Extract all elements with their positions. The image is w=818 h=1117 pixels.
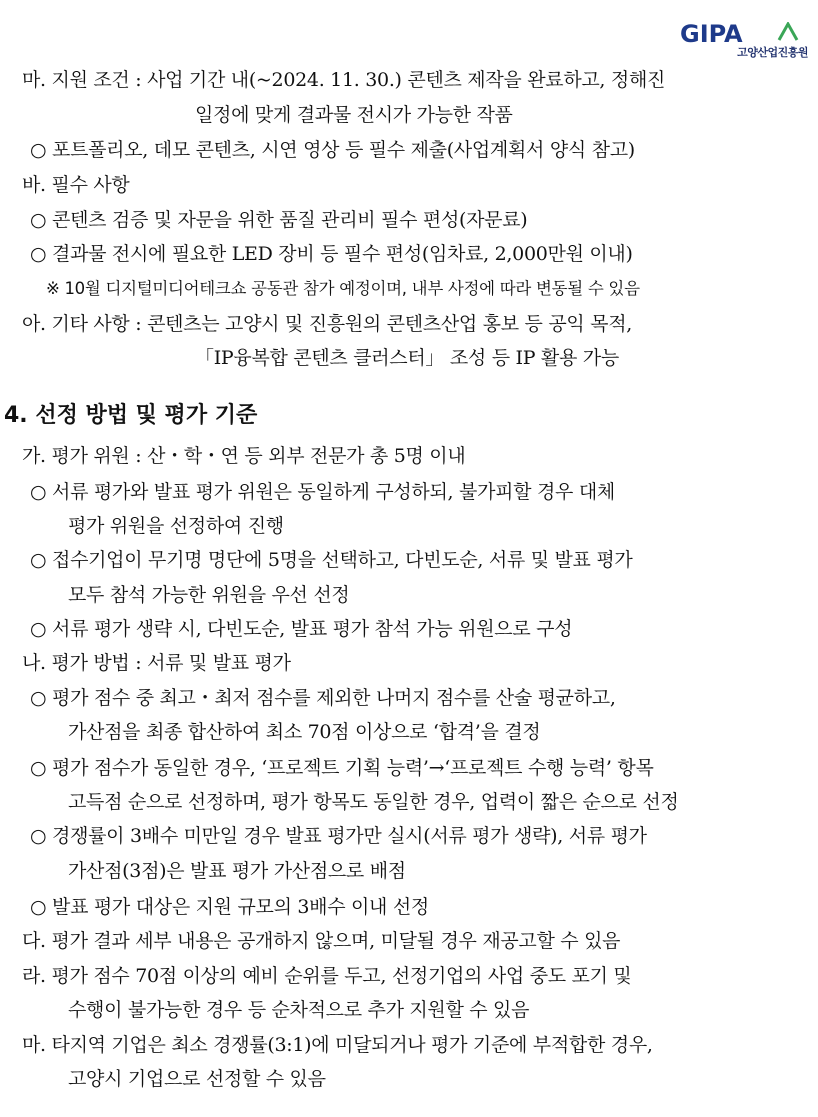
ga-bullet2-line1: ○ 접수기업이 무기명 명단에 5명을 선택하고, 다빈도순, 서류 및 발표 평가 <box>30 549 633 571</box>
ma-condition-line1: 마. 지원 조건 : 사업 기간 내(~2024. 11. 30.) 콘텐츠 제작을 완료하고, 정해진 <box>22 69 666 91</box>
a-other-line2: 「IP융복합 콘텐츠 클러스터」 조성 등 IP 활용 가능 <box>195 347 619 369</box>
ra-line2: 수행이 불가능한 경우 등 순차적으로 추가 지원할 수 있음 <box>68 999 530 1021</box>
ba-required-note: ※ 10월 디지털미디어테크쇼 공동관 참가 예정이며, 내부 사정에 따라 변동될 수 있음 <box>46 279 640 298</box>
ma-other-region-line1: 마. 타지역 기업은 최소 경쟁률(3:1)에 미달되거나 평가 기준에 부적합한 경우, <box>22 1034 653 1056</box>
ga-bullet3: ○ 서류 평가 생략 시, 다빈도순, 발표 평가 참석 가능 위원으로 구성 <box>30 618 573 640</box>
logo-org-name: 고양산업진흥원 <box>737 46 808 59</box>
logo-mark-text: GIPA <box>680 22 743 46</box>
a-other-line1: 아. 기타 사항 : 콘텐츠는 고양시 및 진흥원의 콘텐츠산업 홍보 등 공익 목적, <box>22 313 633 335</box>
na-bullet2-line2: 고득점 순으로 선정하며, 평가 항목도 동일한 경우, 업력이 짧은 순으로 선정 <box>68 791 679 813</box>
da-line: 다. 평가 결과 세부 내용은 공개하지 않으며, 미달될 경우 재공고할 수 있음 <box>22 930 621 952</box>
ra-line1: 라. 평가 점수 70점 이상의 예비 순위를 두고, 선정기업의 사업 중도 포기 및 <box>22 965 632 987</box>
ga-bullet2-line2: 모두 참석 가능한 위원을 우선 선정 <box>68 584 350 606</box>
ba-required-title: 바. 필수 사항 <box>22 174 130 196</box>
na-bullet3-line1: ○ 경쟁률이 3배수 미만일 경우 발표 평가만 실시(서류 평가 생략), 서류 평가 <box>30 825 647 847</box>
na-bullet1-line2: 가산점을 최종 합산하여 최소 70점 이상으로 ‘합격’을 결정 <box>68 721 541 743</box>
na-bullet4: ○ 발표 평가 대상은 지원 규모의 3배수 이내 선정 <box>30 896 429 918</box>
section4-heading: 4. 선정 방법 및 평가 기준 <box>4 403 258 428</box>
ga-title: 가. 평가 위원 : 산・학・연 등 외부 전문가 총 5명 이내 <box>22 445 466 467</box>
ma-condition-line2: 일정에 맞게 결과물 전시가 가능한 작품 <box>195 104 513 126</box>
ba-required-bullet1: ○ 콘텐츠 검증 및 자문을 위한 품질 관리비 필수 편성(자문료) <box>30 209 528 231</box>
ga-bullet1-line1: ○ 서류 평가와 발표 평가 위원은 동일하게 구성하되, 불가피할 경우 대체 <box>30 481 615 503</box>
na-bullet2-line1: ○ 평가 점수가 동일한 경우, ‘프로젝트 기획 능력’→‘프로젝트 수행 능력’ 항목 <box>30 757 654 779</box>
gipa-logo <box>678 22 808 60</box>
ba-required-bullet2: ○ 결과물 전시에 필요한 LED 장비 등 필수 편성(임차료, 2,000만원 이내) <box>30 243 633 265</box>
ma-other-region-line2: 고양시 기업으로 선정할 수 있음 <box>68 1068 326 1090</box>
logo-accent-icon <box>779 24 797 40</box>
ga-bullet1-line2: 평가 위원을 선정하여 진행 <box>68 515 284 537</box>
gipa-logo-mark <box>678 22 808 46</box>
na-bullet1-line1: ○ 평가 점수 중 최고・최저 점수를 제외한 나머지 점수를 산술 평균하고, <box>30 687 616 709</box>
na-title: 나. 평가 방법 : 서류 및 발표 평가 <box>22 652 291 674</box>
na-bullet3-line2: 가산점(3점)은 발표 평가 가산점으로 배점 <box>68 860 406 882</box>
ma-condition-bullet: ○ 포트폴리오, 데모 콘텐츠, 시연 영상 등 필수 제출(사업계획서 양식 참고) <box>30 139 635 161</box>
